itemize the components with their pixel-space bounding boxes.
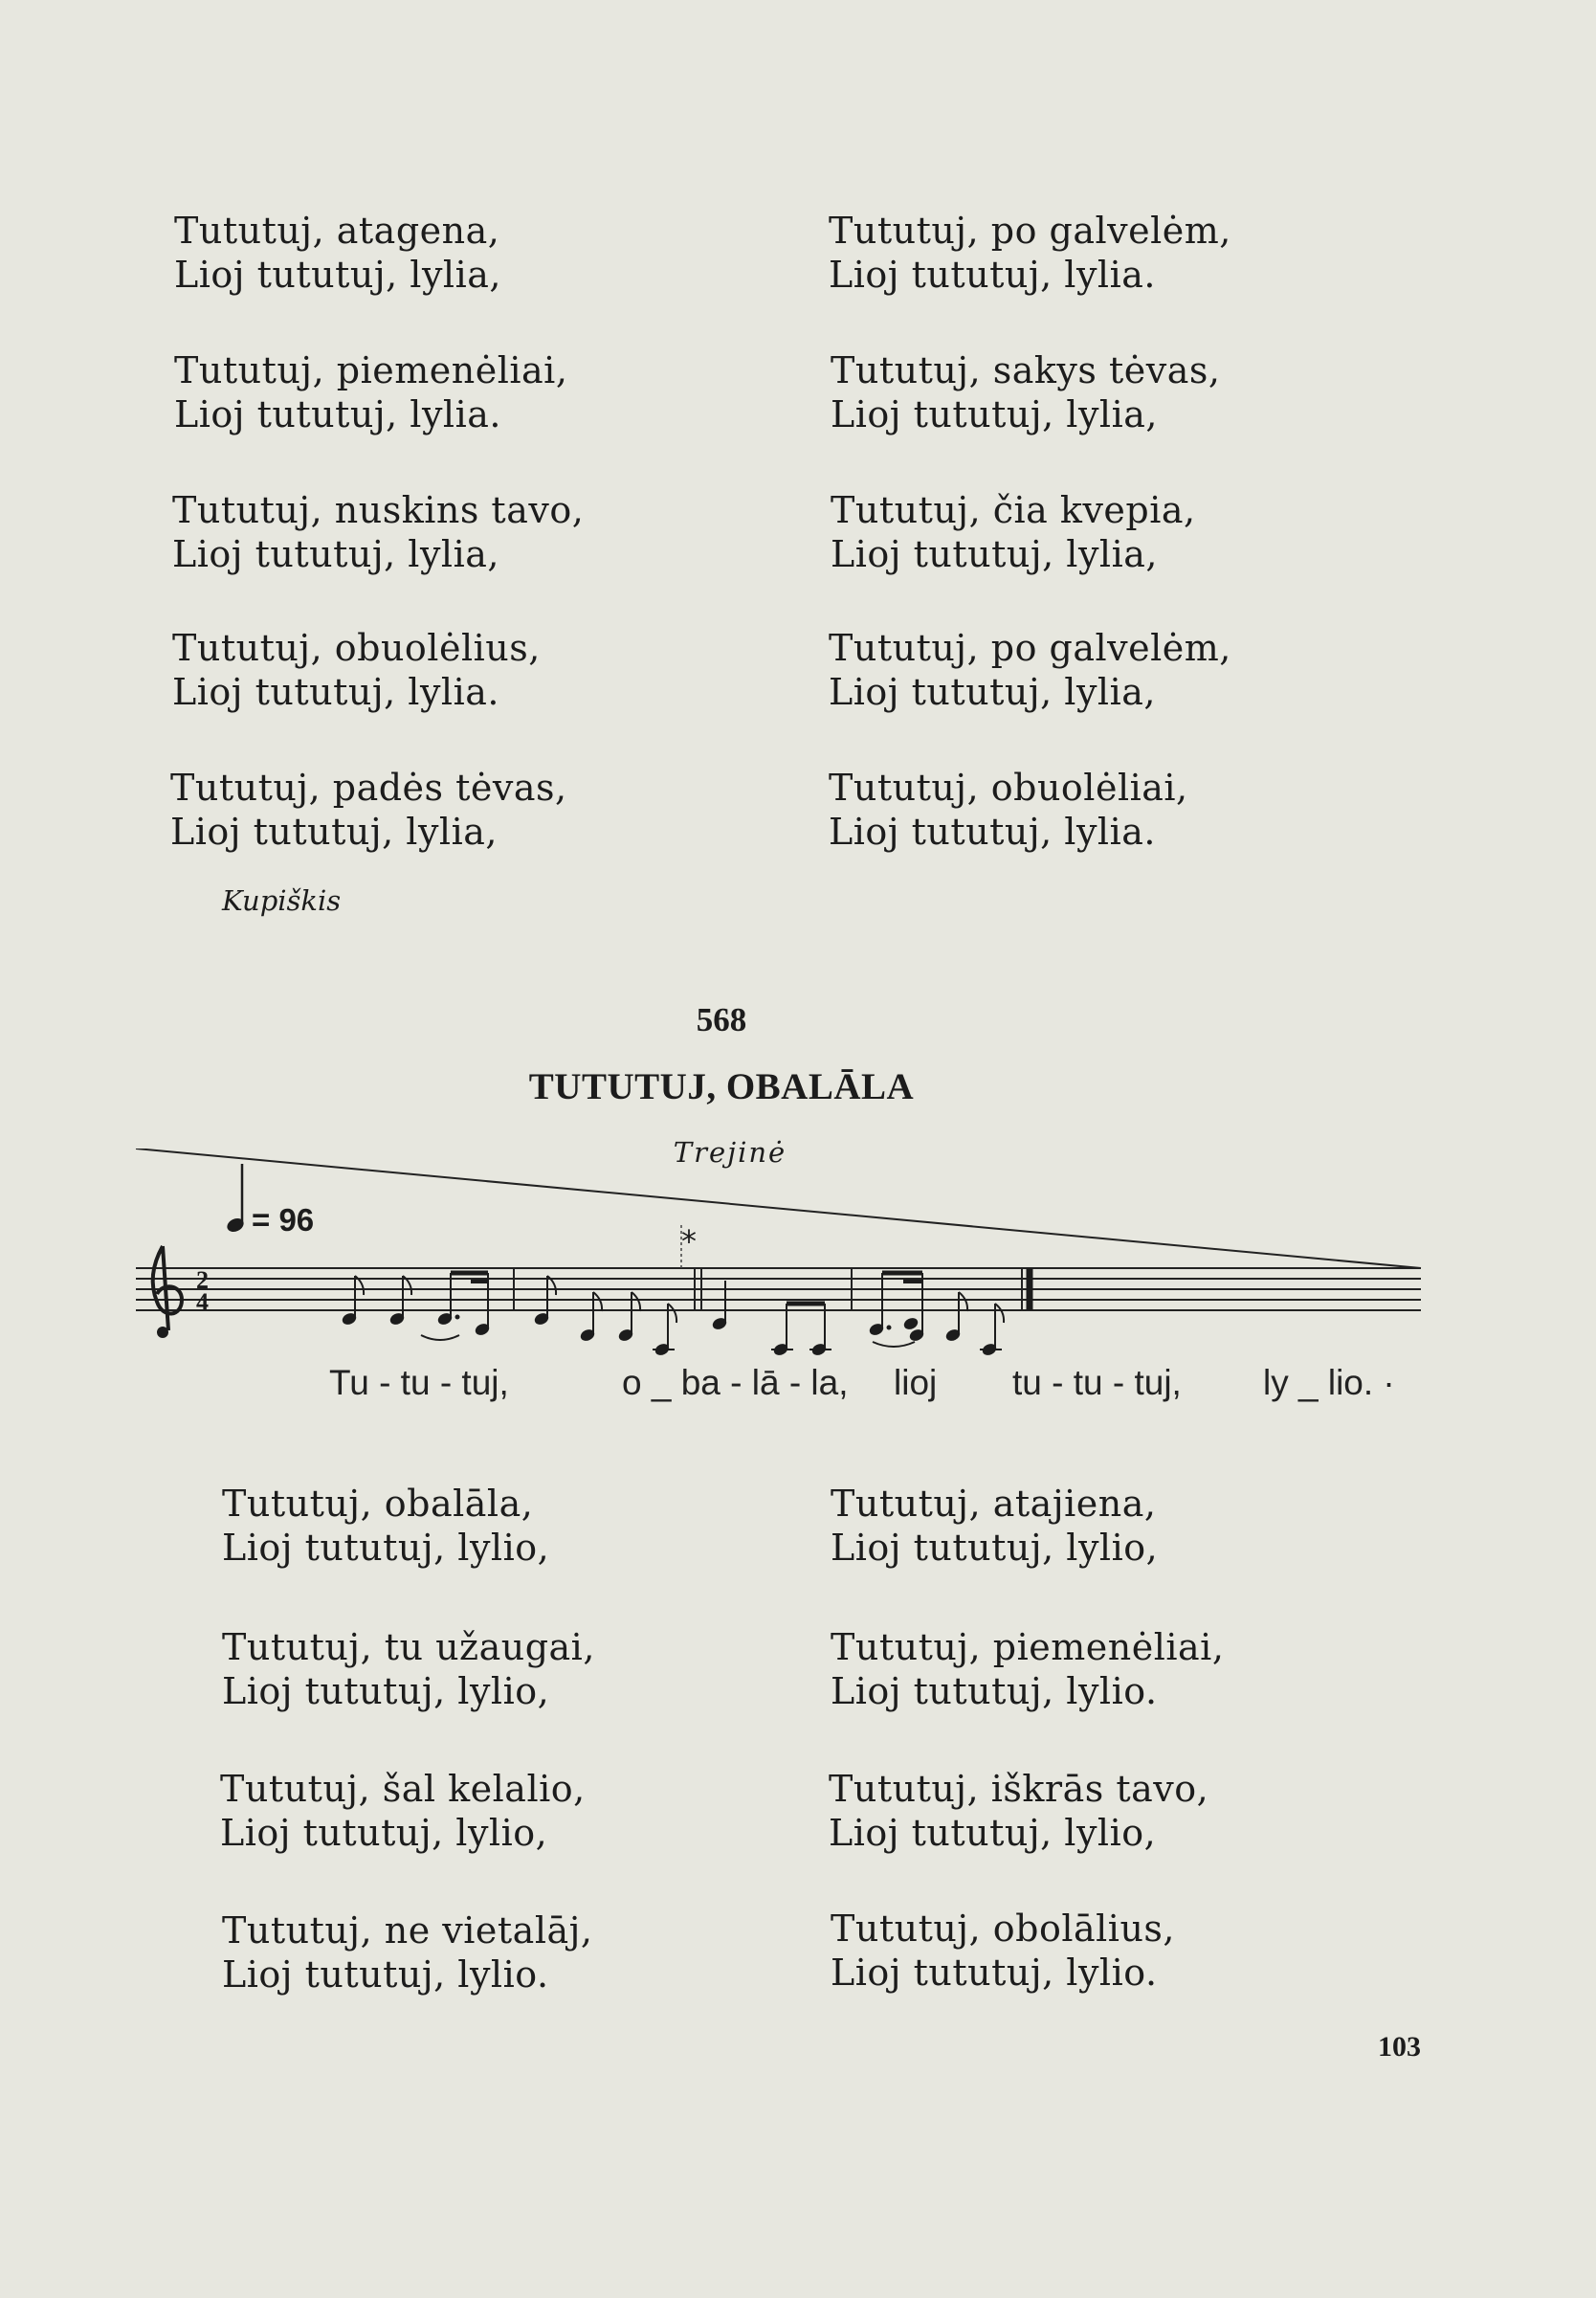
verse-line: Tututuj, čia kvepia, — [831, 489, 1196, 531]
page-number: 103 — [1378, 2031, 1421, 2063]
verse-line: Lioj tututuj, lylio, — [220, 1812, 548, 1854]
verse-line: Lioj tututuj, lylio. — [222, 1953, 549, 1996]
verse-line: Tututuj, atagena, — [174, 210, 500, 252]
song-number: 568 — [696, 1001, 747, 1038]
time-signature-top: 2 — [196, 1266, 209, 1294]
verse-line: Lioj tututuj, lylia. — [174, 393, 501, 435]
stanza — [174, 209, 501, 297]
measure-3 — [712, 1281, 920, 1356]
verse-line: Tututuj, piemenėliai, — [831, 1626, 1225, 1668]
verse-line: Lioj tututuj, lylio. — [831, 1670, 1158, 1712]
treble-clef-icon — [153, 1246, 182, 1336]
stanza — [831, 1482, 1158, 1570]
asterisk-icon: * — [681, 1223, 697, 1260]
song-meter: Trejinė — [673, 1136, 787, 1169]
stanza — [829, 766, 1188, 854]
verse-line: Lioj tututuj, lylia, — [831, 393, 1158, 435]
verse-line: Tututuj, obalāla, — [222, 1483, 534, 1525]
lyric-syllables: ly _ lio. · — [1263, 1363, 1395, 1402]
tempo-marking: = 96 — [252, 1202, 315, 1238]
stanza — [831, 1625, 1224, 1713]
verse-line: Lioj tututuj, lylia. — [829, 254, 1156, 296]
music-staff — [124, 1149, 1426, 1359]
place-name: Kupiškis — [222, 884, 342, 917]
stanza — [829, 209, 1231, 297]
verse-line: Tututuj, padės tėvas, — [170, 767, 567, 809]
verse-line: Tututuj, sakys tėvas, — [831, 349, 1221, 391]
verse-line: Tututuj, ne vietalāj, — [222, 1909, 593, 1952]
stanza — [170, 766, 567, 854]
stanza — [829, 1767, 1208, 1855]
verse-line: Lioj tututuj, lylia, — [831, 533, 1158, 575]
verse-line: Tututuj, obolālius, — [831, 1908, 1175, 1950]
verse-line: Lioj tututuj, lylio, — [222, 1670, 550, 1712]
stanza — [222, 1482, 549, 1570]
verse-line: Tututuj, po galvelėm, — [829, 210, 1231, 252]
verse-line: Tututuj, šal kelalio, — [220, 1768, 586, 1810]
measure-2 — [534, 1276, 677, 1356]
song-title: TUTUTUJ, OBALĀLA — [528, 1066, 915, 1107]
lyric-syllables: Tu - tu - tuj, — [329, 1363, 509, 1402]
verse-line: Lioj tututuj, lylia, — [829, 671, 1156, 713]
verse-line: Tututuj, nuskins tavo, — [172, 489, 585, 531]
verse-line: Tututuj, obuolėlius, — [172, 627, 541, 669]
stanza — [222, 1908, 593, 1997]
verse-line: Lioj tututuj, lylia, — [174, 254, 501, 296]
verse-line: Lioj tututuj, lylio, — [829, 1812, 1157, 1854]
stanza — [222, 1625, 595, 1713]
verse-line: Lioj tututuj, lylia, — [170, 811, 498, 853]
verse-line: Tututuj, po galvelėm, — [829, 627, 1231, 669]
verse-line: Tututuj, atajiena, — [831, 1483, 1157, 1525]
verse-line: Tututuj, obuolėliai, — [829, 767, 1188, 809]
stanza — [172, 626, 541, 714]
verse-line: Lioj tututuj, lylio, — [222, 1527, 550, 1569]
stanza — [831, 348, 1220, 436]
verse-line: Lioj tututuj, lylio, — [831, 1527, 1159, 1569]
verse-line: Tututuj, tu užaugai, — [222, 1626, 595, 1668]
measure-1 — [342, 1273, 491, 1340]
verse-line: Tututuj, iškrās tavo, — [829, 1768, 1209, 1810]
stanza — [831, 1907, 1175, 1995]
stanza — [829, 626, 1231, 714]
measure-4 — [869, 1273, 1005, 1356]
stanza — [831, 488, 1196, 576]
stanza — [172, 488, 584, 576]
verse-line: Lioj tututuj, lylio. — [831, 1952, 1158, 1994]
verse-line: Lioj tututuj, lylia, — [172, 533, 499, 575]
time-signature-bottom: 4 — [196, 1288, 209, 1316]
verse-line: Lioj tututuj, lylia. — [172, 671, 499, 713]
lyric-syllables: lioj — [894, 1363, 938, 1402]
lyric-syllables: tu - tu - tuj, — [1012, 1363, 1182, 1402]
lyric-syllables: o _ ba - lā - la, — [622, 1363, 849, 1402]
verse-line: Lioj tututuj, lylia. — [829, 811, 1156, 853]
stanza — [220, 1767, 586, 1855]
stanza — [174, 348, 567, 436]
verse-line: Tututuj, piemenėliai, — [174, 349, 568, 391]
